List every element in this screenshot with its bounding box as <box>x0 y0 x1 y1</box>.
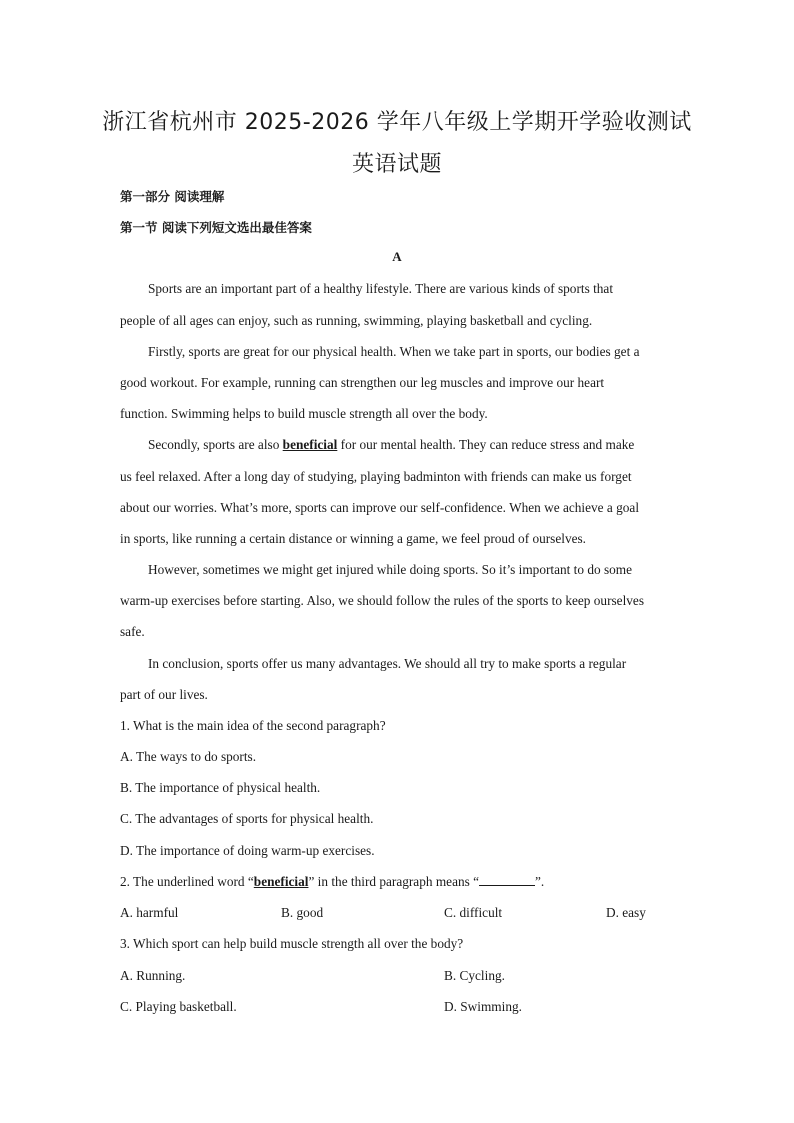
passage-line: part of our lives. <box>120 687 208 702</box>
passage-line: in sports, like running a certain distance or winning a game, we feel proud of ourselves. <box>120 531 586 546</box>
passage-line: Sports are an important part of a healthy lifestyle. There are various kinds of sports that <box>148 281 614 296</box>
passage-line: Firstly, sports are great for our physical health. When we take part in sports, our bodies get a <box>148 344 640 359</box>
exam-title: 浙江省杭州市 2025-2026 学年八年级上学期开学验收测试 <box>102 110 692 135</box>
passage-line: about our worries. What’s more, sports can improve our self-confidence. When we achieve a goal <box>120 500 640 515</box>
question-option: D. easy <box>606 905 646 920</box>
passage-line: people of all ages can enjoy, such as running, swimming, playing basketball and cycling. <box>120 313 593 328</box>
question-option: D. Swimming. <box>444 999 522 1014</box>
passage-line: us feel relaxed. After a long day of studying, playing badminton with friends can make us forget <box>120 469 632 484</box>
part-heading: 第一部分 阅读理解 <box>120 189 225 204</box>
question-stem: 3. Which sport can help build muscle strength all over the body? <box>120 936 464 951</box>
question-option: B. good <box>281 905 324 920</box>
question-option: B. Cycling. <box>444 968 505 983</box>
question-option: C. Playing basketball. <box>120 999 237 1014</box>
underlined-word: beneficial <box>282 437 338 452</box>
stem-text: ”. <box>535 874 545 889</box>
passage-text: Secondly, sports are also <box>148 437 283 452</box>
passage-line: warm-up exercises before starting. Also, we should follow the rules of the sports to keep ourselves <box>120 593 644 608</box>
passage-line: safe. <box>120 624 145 639</box>
question-option: A. Running. <box>120 968 186 983</box>
passage-line: In conclusion, sports offer us many advantages. We should all try to make sports a regular <box>148 656 627 671</box>
passage-line: good workout. For example, running can strengthen our leg muscles and improve our heart <box>120 375 605 390</box>
stem-text: 2. The underlined word “ <box>120 874 254 889</box>
question-stem <box>120 872 680 892</box>
passage-line: function. Swimming helps to build muscle strength all over the body. <box>120 406 488 421</box>
section-heading: 第一节 阅读下列短文选出最佳答案 <box>120 220 312 235</box>
passage-label: A <box>392 249 402 264</box>
question-option: C. The advantages of sports for physical health. <box>120 811 374 826</box>
underlined-word: beneficial <box>253 874 309 889</box>
question-option: C. difficult <box>444 905 503 920</box>
question-option: B. The importance of physical health. <box>120 780 321 795</box>
question-option: A. The ways to do sports. <box>120 749 257 764</box>
passage-line: However, sometimes we might get injured while doing sports. So it’s important to do some <box>148 562 633 577</box>
stem-text: ” in the third paragraph means “ <box>308 874 480 889</box>
passage-line <box>148 435 708 455</box>
question-option: D. The importance of doing warm-up exercises. <box>120 843 375 858</box>
question-stem: 1. What is the main idea of the second paragraph? <box>120 718 386 733</box>
exam-subtitle: 英语试题 <box>351 152 442 177</box>
passage-text: for our mental health. They can reduce stress and make <box>337 437 635 452</box>
answer-blank <box>479 873 535 886</box>
question-option: A. harmful <box>120 905 179 920</box>
